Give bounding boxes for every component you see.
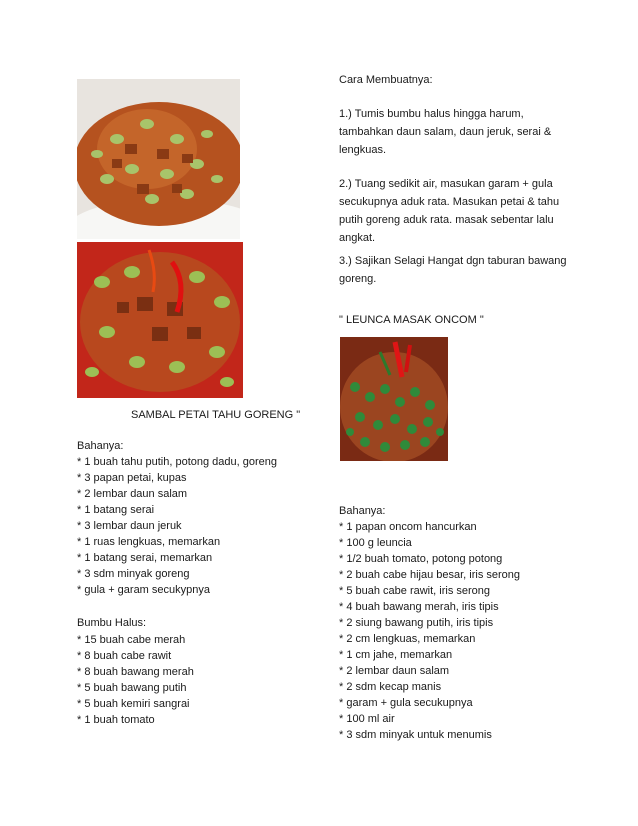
list-item: * 100 g leuncia xyxy=(339,537,412,549)
list-item: * 15 buah cabe merah xyxy=(77,634,186,646)
list-item: * 100 ml air xyxy=(339,713,395,725)
list-item: * 2 lembar daun salam xyxy=(339,665,450,677)
photo-sambal-petai-closeup xyxy=(77,242,243,398)
step-line: secukupnya aduk rata. Masukan petai & tahu xyxy=(339,196,560,208)
list-item: * 2 buah cabe hijau besar, iris serong xyxy=(339,569,521,581)
list-item: * 3 papan petai, kupas xyxy=(77,472,187,484)
list-item: * 2 lembar daun salam xyxy=(77,488,188,500)
list-item: * 5 buah kemiri sangrai xyxy=(77,698,190,710)
bumbu-list xyxy=(77,632,194,728)
list-item: * 1 buah tomato xyxy=(77,714,155,726)
step-line: goreng. xyxy=(339,273,377,285)
list-item: * 1/2 buah tomato, potong potong xyxy=(339,553,503,565)
recipe-title-sambal-petai: SAMBAL PETAI TAHU GORENG " xyxy=(131,409,301,421)
list-item: * garam + gula secukupnya xyxy=(339,697,473,709)
recipe-title-leunca: " LEUNCA MASAK ONCOM " xyxy=(339,314,484,326)
step-3 xyxy=(339,252,567,288)
bahanya-list-left xyxy=(77,454,277,598)
list-item: * 1 ruas lengkuas, memarkan xyxy=(77,536,221,548)
list-item: * 2 cm lengkuas, memarkan xyxy=(339,633,476,645)
list-item: * 8 buah cabe rawit xyxy=(77,650,172,662)
list-item: * 1 batang serai, memarkan xyxy=(77,552,213,564)
step-1 xyxy=(339,105,551,159)
list-item: * 2 sdm kecap manis xyxy=(339,681,442,693)
bahanya-heading-left: Bahanya: xyxy=(77,440,124,452)
list-item: * 1 cm jahe, memarkan xyxy=(339,649,453,661)
list-item: * 5 buah cabe rawit, iris serong xyxy=(339,585,491,597)
photo-sambal-petai-plate xyxy=(77,79,240,239)
list-item: * 5 buah bawang putih xyxy=(77,682,187,694)
list-item: * 2 siung bawang putih, iris tipis xyxy=(339,617,494,629)
step-line: tambahkan daun salam, daun jeruk, serai & xyxy=(339,126,552,138)
step-line: 3.) Sajikan Selagi Hangat dgn taburan bawang xyxy=(339,255,567,267)
list-item: * 3 sdm minyak goreng xyxy=(77,568,190,580)
list-item: * 3 sdm minyak untuk menumis xyxy=(339,729,492,741)
cara-heading: Cara Membuatnya: xyxy=(339,74,433,86)
list-item: * 3 lembar daun jeruk xyxy=(77,520,182,532)
photo-leunca-oncom xyxy=(340,337,448,461)
list-item: * 4 buah bawang merah, iris tipis xyxy=(339,601,499,613)
step-line: putih goreng aduk rata. masak sebentar lalu xyxy=(339,214,554,226)
list-item: * 1 buah tahu putih, potong dadu, goreng xyxy=(77,456,278,468)
bahanya-heading-right: Bahanya: xyxy=(339,505,386,517)
list-item: * 8 buah bawang merah xyxy=(77,666,194,678)
list-item: * 1 batang serai xyxy=(77,504,155,516)
step-line: 2.) Tuang sedikit air, masukan garam + gula xyxy=(339,178,553,190)
list-item: * 1 papan oncom hancurkan xyxy=(339,521,477,533)
bahanya-list-right xyxy=(339,519,520,743)
step-line: angkat. xyxy=(339,232,376,244)
step-line: lengkuas. xyxy=(339,144,387,156)
bumbu-heading: Bumbu Halus: xyxy=(77,617,147,629)
step-2 xyxy=(339,175,559,247)
list-item: * gula + garam secukypnya xyxy=(77,584,210,596)
step-line: 1.) Tumis bumbu halus hingga harum, xyxy=(339,108,524,120)
